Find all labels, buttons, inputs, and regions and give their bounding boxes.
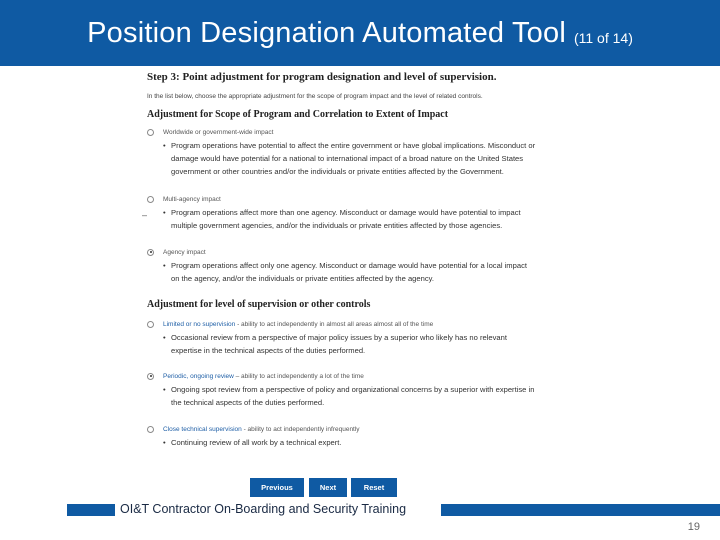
- bullet-icon: •: [163, 438, 166, 447]
- description-line: multiple government agencies, and/or the individuals or private entities affected by those agencies.: [171, 221, 503, 230]
- bullet-icon: •: [163, 261, 166, 270]
- footer-text: OI&T Contractor On-Boarding and Security Training: [120, 502, 407, 516]
- option-description: [163, 139, 558, 178]
- bullet-icon: •: [163, 333, 166, 342]
- next-button[interactable]: Next: [309, 478, 347, 497]
- option-label[interactable]: [163, 426, 360, 433]
- description-line: on the agency, and/or the individuals or private entities affected by the agency.: [171, 274, 434, 283]
- radio-periodic[interactable]: [147, 373, 154, 380]
- option-link[interactable]: Periodic, ongoing review: [163, 372, 234, 380]
- stray-dash: –: [142, 210, 148, 220]
- scope-option-worldwide: [147, 127, 567, 178]
- footer-bar-right: [441, 504, 720, 516]
- bullet-icon: •: [163, 141, 166, 150]
- option-link[interactable]: Close technical supervision: [163, 425, 242, 433]
- option-label-detail: - ability to act independently infrequently: [241, 425, 360, 433]
- option-label[interactable]: [163, 321, 433, 328]
- previous-button[interactable]: Previous: [250, 478, 304, 497]
- scope-section-heading: Adjustment for Scope of Program and Correlation to Extent of Impact: [147, 109, 449, 120]
- description-line: expertise in the technical aspects of the duties performed.: [171, 346, 366, 355]
- radio-multi-agency[interactable]: [147, 196, 154, 203]
- radio-worldwide[interactable]: [147, 129, 154, 136]
- supervision-option-limited: [147, 319, 567, 357]
- option-description: [163, 206, 558, 232]
- option-description: [163, 331, 558, 357]
- option-label[interactable]: [163, 373, 364, 380]
- description-line: Program operations have potential to affect the entire government or have global implications. Misconduct or: [171, 141, 536, 150]
- option-label-detail: - ability to act independently in almost all areas almost all of the time: [235, 320, 434, 328]
- option-label: Agency impact: [163, 248, 206, 256]
- option-label: Multi-agency impact: [163, 195, 221, 203]
- option-description: [163, 383, 558, 409]
- title-bar: [0, 0, 720, 66]
- description-line: government or other countries and/or the individuals or private entities affected by the Government.: [171, 167, 504, 176]
- step-heading: Step 3: Point adjustment for program designation and level of supervision.: [147, 71, 497, 83]
- radio-close[interactable]: [147, 426, 154, 433]
- page-number: 19: [687, 521, 700, 533]
- option-description: [163, 436, 558, 449]
- option-label: Worldwide or government-wide impact: [163, 128, 274, 136]
- description-line: the technical aspects of the duties performed.: [171, 398, 325, 407]
- radio-limited[interactable]: [147, 321, 154, 328]
- radio-agency[interactable]: [147, 249, 154, 256]
- supervision-section-heading: Adjustment for level of supervision or other controls: [147, 299, 371, 310]
- description-line: damage would have potential for a national to international impact of a broad nature on the United States: [171, 154, 524, 163]
- bullet-icon: •: [163, 208, 166, 217]
- supervision-option-periodic: [147, 371, 567, 409]
- option-link[interactable]: Limited or no supervision: [163, 320, 236, 328]
- description-line: Program operations affect only one agency. Misconduct or damage would have potential for a local impact: [171, 261, 527, 270]
- page-count: (11 of 14): [573, 30, 633, 46]
- option-description: [163, 259, 558, 285]
- description-line: Occasional review from a perspective of major policy issues by a superior who likely has no relevant: [171, 333, 507, 342]
- scope-option-multi-agency: [147, 194, 567, 232]
- footer-bar-left: [67, 504, 115, 516]
- scope-option-agency: [147, 247, 567, 285]
- option-label-detail: – ability to act independently a lot of the time: [233, 372, 364, 380]
- description-line: Continuing review of all work by a technical expert.: [171, 438, 342, 447]
- description-line: Program operations affect more than one agency. Misconduct or damage would have potential to impact: [171, 208, 521, 217]
- description-line: Ongoing spot review from a perspective of policy and organizational concerns by a superior with expertise in: [171, 385, 535, 394]
- reset-button[interactable]: Reset: [351, 478, 397, 497]
- supervision-option-close: [147, 424, 567, 449]
- bullet-icon: •: [163, 385, 166, 394]
- page-title: Position Designation Automated Tool: [87, 16, 566, 49]
- step-instruction: In the list below, choose the appropriate adjustment for the scope of program impact and the level of related controls.: [147, 93, 483, 100]
